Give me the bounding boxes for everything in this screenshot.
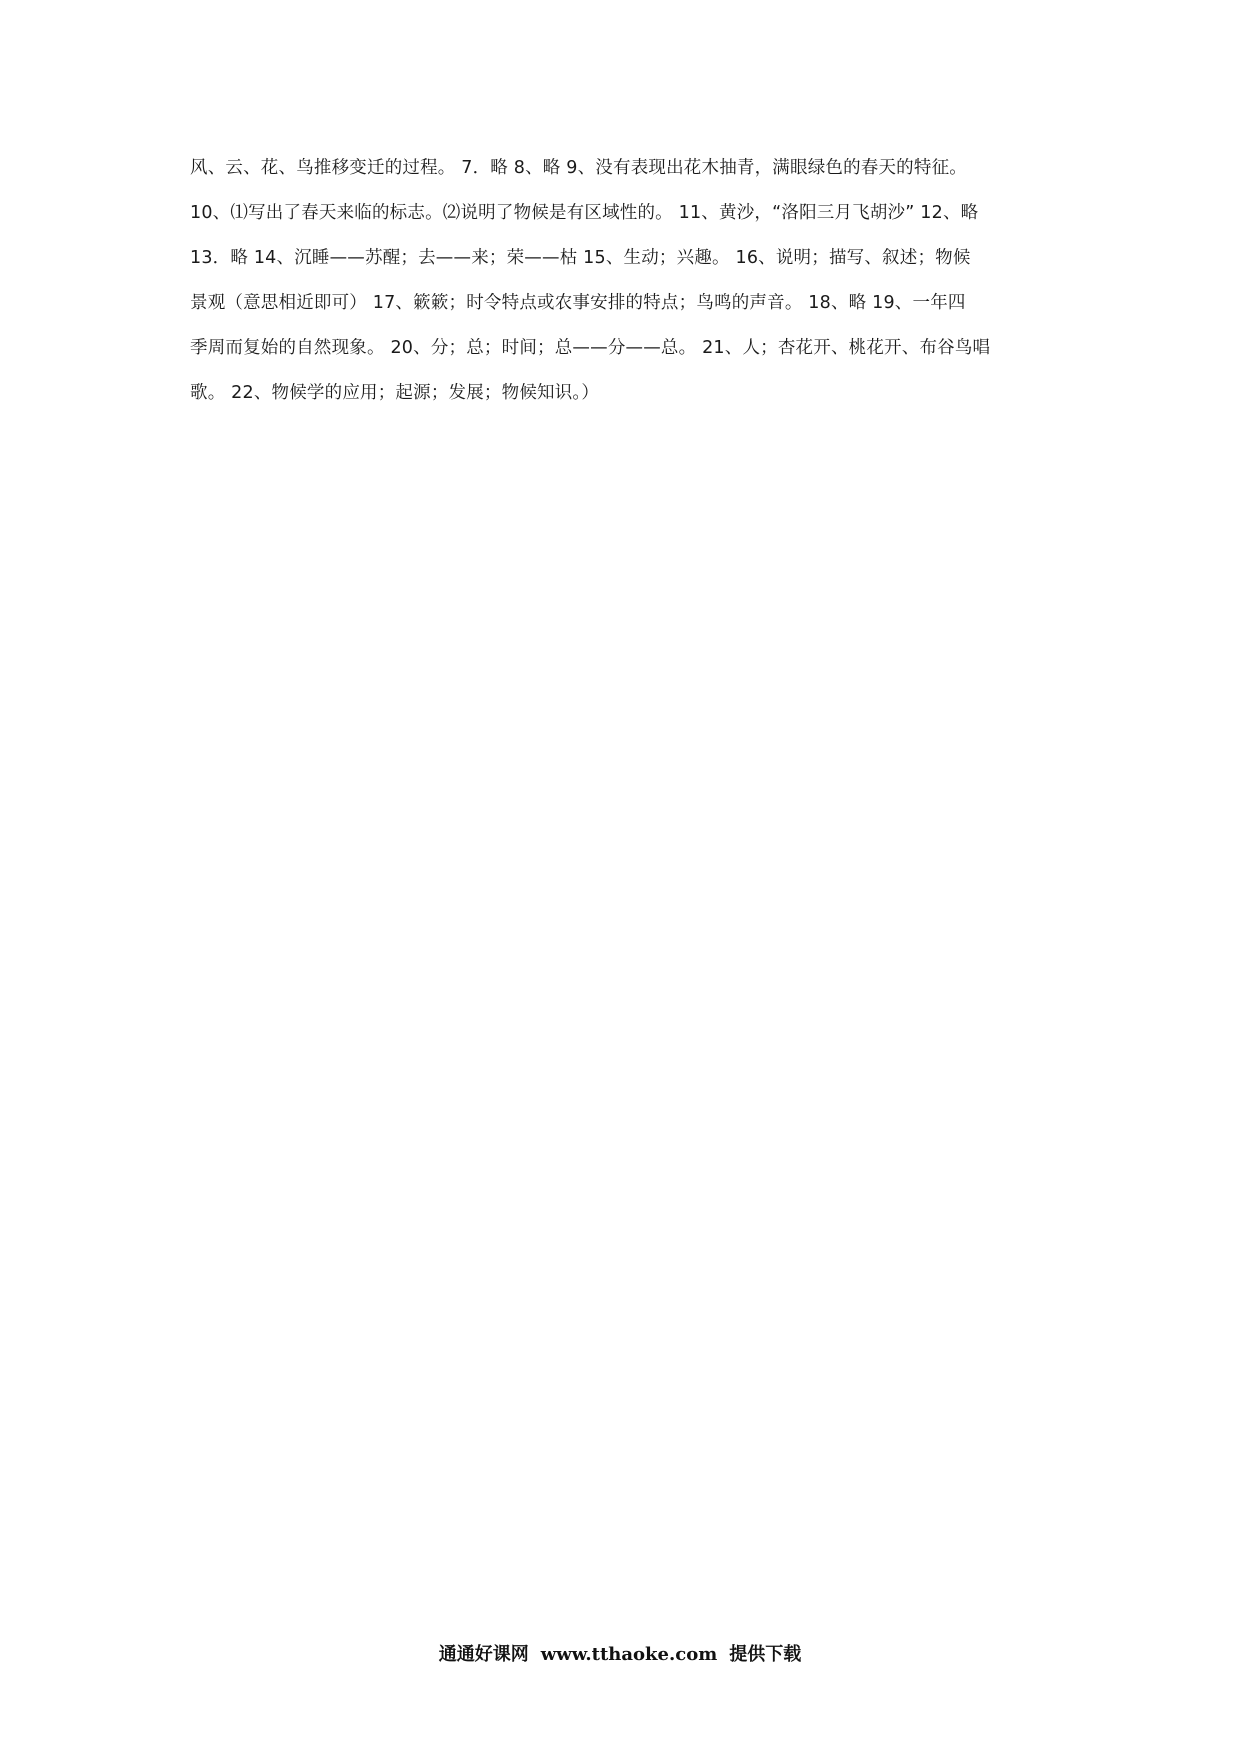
answer-line-2: 10、⑴写出了春天来临的标志。⑵说明了物候是有区域性的。 11、黄沙，“洛阳三月飞胡沙” 12、略 <box>190 203 979 223</box>
answer-line-3: 13．略 14、沉睡——苏醒；去——来；荣——枯 15、生动；兴趣。 16、说明；描写、叙述；物候 <box>190 248 971 268</box>
footer-url[interactable]: www.tthaoke.com <box>540 1644 718 1665</box>
answer-line-6: 歌。 22、物候学的应用；起源；发展；物候知识。） <box>190 383 600 403</box>
answer-key-text <box>190 158 1070 428</box>
page-footer <box>0 1640 1240 1666</box>
answer-line-5: 季周而复始的自然现象。 20、分；总；时间；总——分——总。 21、人；杏花开、桃花开、布谷鸟唱 <box>190 338 991 358</box>
footer-site-name: 通通好课网 <box>438 1644 529 1665</box>
footer-suffix: 提供下载 <box>729 1644 802 1665</box>
answer-line-4: 景观（意思相近即可） 17、簌簌；时令特点或农事安排的特点；鸟鸣的声音。 18、略 19、一年四 <box>190 293 966 313</box>
answer-line-1: 风、云、花、鸟推移变迁的过程。 7．略 8、略 9、没有表现出花木抽青，满眼绿色的春天的特征。 <box>190 158 967 178</box>
